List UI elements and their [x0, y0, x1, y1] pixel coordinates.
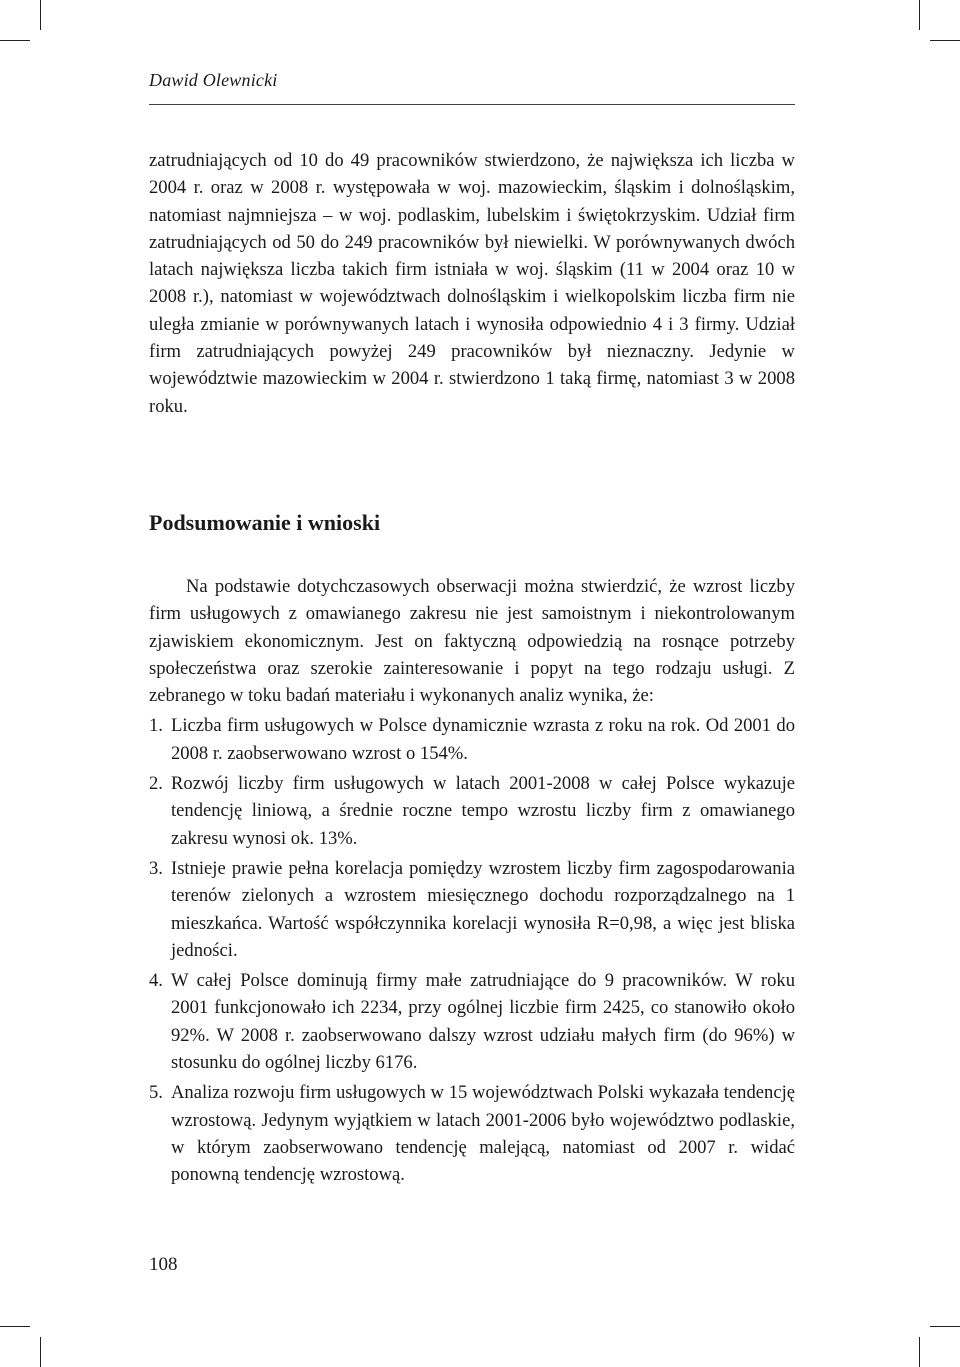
section-title: Podsumowanie i wnioski — [149, 510, 381, 535]
list-item-text: Liczba firm usługowych w Polsce dynamicznie wzrasta z roku na rok. Od 2001 do 2008 r. zaobserwowano wzrost o 154%. — [171, 715, 795, 764]
conclusions-list — [149, 712, 795, 1188]
header-rule — [149, 104, 795, 105]
list-item — [149, 770, 795, 852]
list-item-text: Analiza rozwoju firm usługowych w 15 województwach Polski wykazała tendencję wzrostową. Jedynym wyjątkiem w latach 2001-2006 było województwo podlaskie, w którym zaobserwowano tendencję malejącą, natomiast od 2007 r. widać ponowną tendencję wzrostową. — [171, 1082, 795, 1186]
running-head-author: Dawid Olewnicki — [149, 70, 278, 90]
list-item-number: 3. — [149, 857, 163, 879]
crop-mark — [40, 1337, 41, 1367]
body-paragraph: zatrudniających od 10 do 49 pracowników stwierdzono, że największa ich liczba w 2004 r. oraz w 2008 r. występowała w woj. mazowieckim, śląskim i dolnośląskim, natomiast najmniejsza – w woj. podlaskim, lubelskim i świętokrzyskim. Udział firm zatrudniających od 50 do 249 pracowników był niewielki. W porównywanych dwóch latach największa liczba takich firm istniała w woj. śląskim (11 w 2004 oraz 10 w 2008 r.), natomiast w województwach dolnośląskim i wielkopolskim liczba firm nie uległa zmianie w porównywanych latach i wynosiła odpowiednio 4 i 3 firmy. Udział firm zatrudniających powyżej 249 pracowników był nieznaczny. Jedynie w województwie mazowieckim w 2004 r. stwierdzono 1 taką firmę, natomiast 3 w 2008 roku. — [149, 150, 795, 417]
crop-mark — [919, 1337, 920, 1367]
list-item-text: Istnieje prawie pełna korelacja pomiędzy wzrostem liczby firm zagospodarowania terenów zielonych a wzrostem miesięcznego dochodu rozporządzalnego na 1 mieszkańca. Wartość współczynnika korelacji wynosiła R=0,98, a więc jest bliska jedności. — [171, 857, 795, 961]
crop-mark — [919, 0, 920, 30]
list-item-text: W całej Polsce dominują firmy małe zatrudniające do 9 pracowników. W roku 2001 funkcjonowało ich 2234, przy ogólnej liczbie firm 2425, co stanowiło około 92%. W 2008 r. zaobserwowano dalszy wzrost udziału małych firm (do 96%) w stosunku do ogólnej liczby 6176. — [171, 970, 795, 1074]
summary-section — [149, 573, 795, 1189]
crop-mark — [0, 1326, 30, 1327]
crop-mark — [930, 40, 960, 41]
list-item-text: Rozwój liczby firm usługowych w latach 2001-2008 w całej Polsce wykazuje tendencję liniową, a średnie roczne tempo wzrostu liczby firm z omawianego zakresu wynosi ok. 13%. — [171, 773, 795, 849]
list-item — [149, 1079, 795, 1188]
page-number: 108 — [149, 1254, 178, 1275]
list-item — [149, 855, 795, 964]
list-item — [149, 967, 795, 1076]
list-item-number: 5. — [149, 1082, 163, 1104]
list-item-number: 1. — [149, 715, 163, 737]
crop-mark — [40, 0, 41, 30]
list-item — [149, 712, 795, 767]
crop-mark — [0, 40, 30, 41]
list-item-number: 4. — [149, 970, 163, 992]
summary-intro: Na podstawie dotychczasowych obserwacji można stwierdzić, że wzrost liczby firm usługowych z omawianego zakresu nie jest samoistnym i niekontrolowanym zjawiskiem ekonomicznym. Jest on faktyczną odpowiedzią na rosnące potrzeby społeczeństwa oraz szerokie zainteresowanie i popyt na tego rodzaju usługi. Z zebranego w toku badań materiału i wykonanych analiz wynika, że: — [149, 576, 795, 707]
crop-mark — [930, 1326, 960, 1327]
list-item-number: 2. — [149, 773, 163, 795]
